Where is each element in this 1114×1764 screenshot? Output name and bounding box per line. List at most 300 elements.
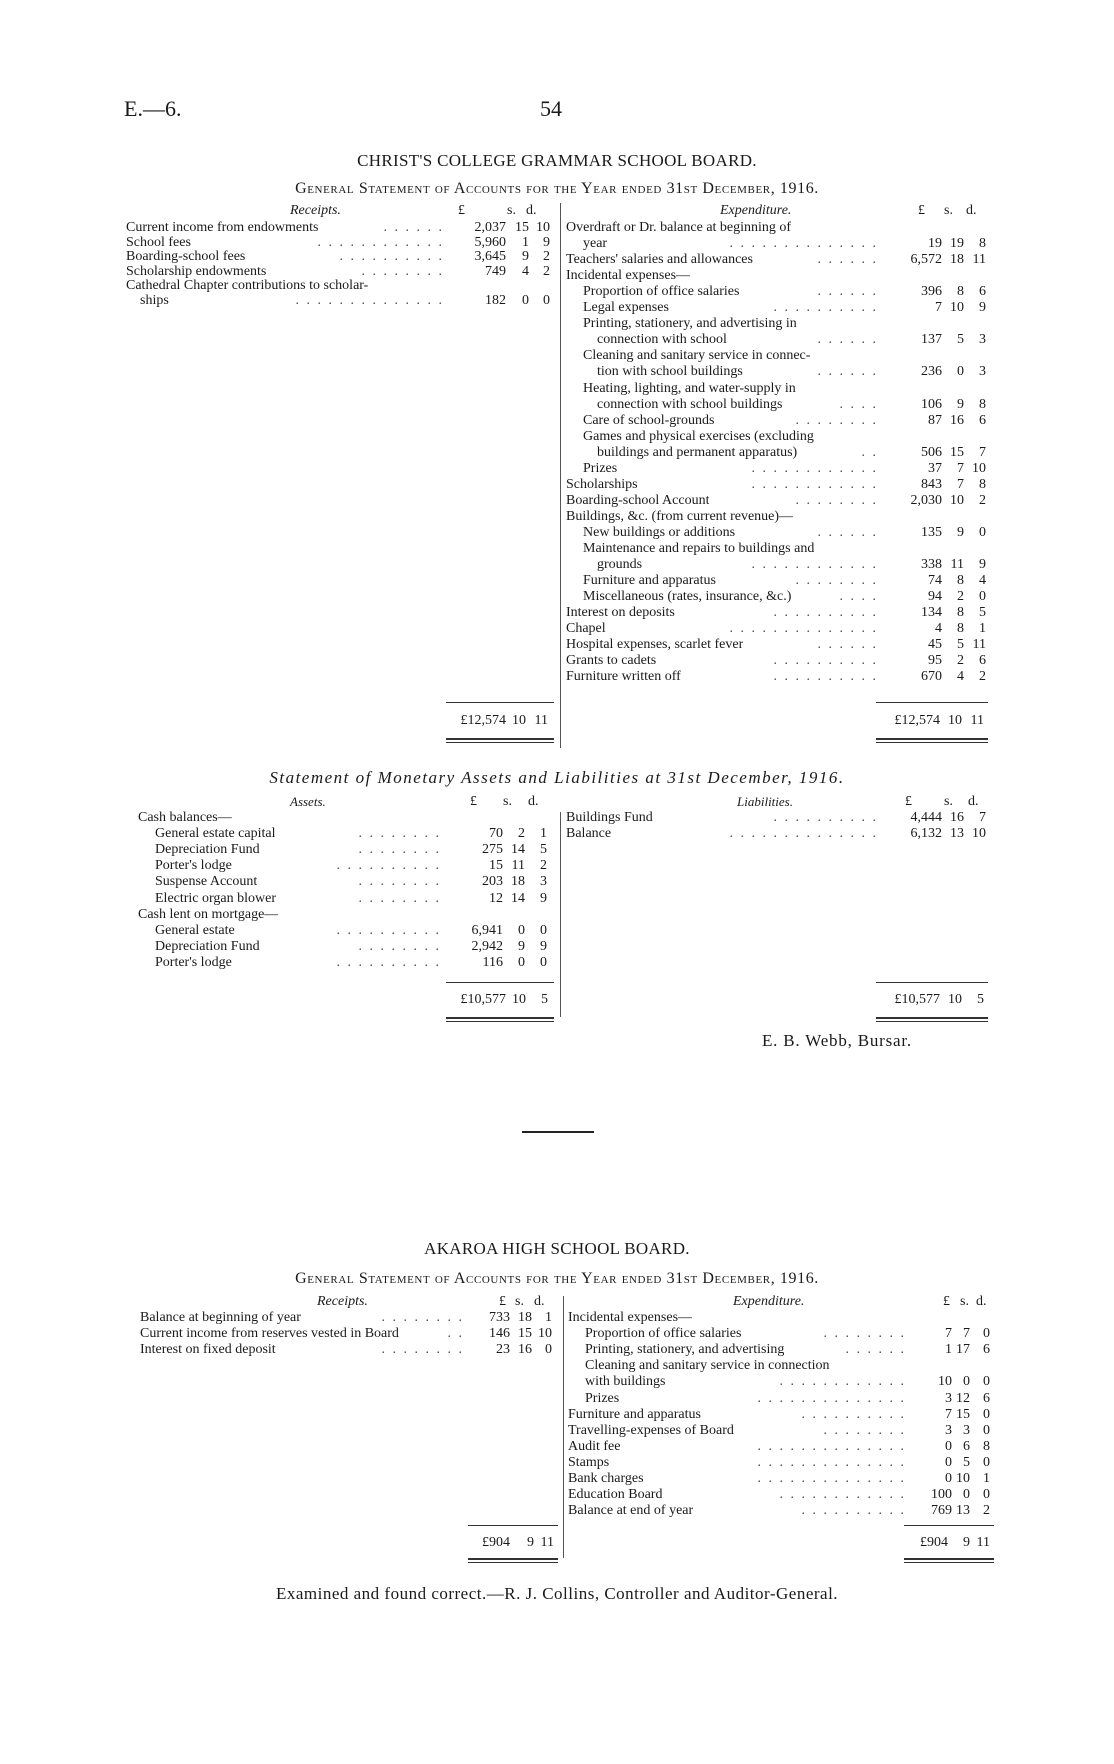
christs-expenditure-pence: 4	[979, 573, 986, 589]
akaroa-expenditure-leader-dots: . . . . . . . . . . . .	[779, 1487, 906, 1503]
christs-expenditure-label: connection with school	[597, 332, 727, 348]
akaroa-expenditure-shillings: 0	[963, 1374, 970, 1390]
asset-label: Suspense Account	[155, 874, 258, 890]
akaroa-expenditure-double-rule	[904, 1558, 994, 1560]
akaroa-expenditure-row	[568, 1471, 992, 1487]
asset-leader-dots: . . . . . . . .	[358, 826, 441, 842]
bursar-signature: E. B. Webb, Bursar.	[762, 1031, 912, 1050]
christs-expenditure-double-rule	[876, 738, 988, 740]
christs-expenditure-pounds: 338	[921, 557, 942, 573]
akaroa-expenditure-pounds: 7	[945, 1326, 952, 1342]
assets-total-pence: 5	[541, 992, 548, 1007]
akaroa-expenditure-pounds: 0	[945, 1438, 952, 1454]
monetary-title: Statement of Monetary Assets and Liabilities at 31st December, 1916.	[269, 768, 845, 787]
christs-receipt-row	[126, 278, 556, 294]
christs-expenditure-label: Prizes	[583, 460, 618, 476]
christs-expenditure-label: Care of school-grounds	[583, 412, 715, 428]
christs-expenditure-shillings: 9	[957, 524, 964, 540]
christs-total-expenditure-pounds: £12,574	[894, 713, 940, 728]
liability-shillings: 13	[950, 826, 964, 841]
akaroa-expenditure-pence: 6	[983, 1342, 990, 1358]
christs-expenditure-pounds: 135	[921, 524, 942, 540]
christs-receipt-pence: 0	[543, 293, 550, 308]
asset-shillings: 2	[518, 826, 525, 842]
christs-expenditure-pounds: 843	[921, 476, 942, 492]
asset-label: General estate capital	[155, 826, 276, 842]
akaroa-expenditure-leader-dots: . . . . . . . .	[823, 1326, 906, 1342]
asset-pence: 9	[540, 890, 547, 906]
akaroa-expenditure-shillings: 17	[956, 1342, 970, 1358]
christs-expenditure-row	[566, 605, 986, 621]
akaroa-column-divider	[563, 1296, 564, 1558]
christs-expenditure-row	[566, 429, 986, 445]
christs-expenditure-shillings: 9	[957, 396, 964, 412]
assets-total-shillings: 10	[512, 992, 526, 1007]
auditor-certification: Examined and found correct.—R. J. Collins, Controller and Auditor-General.	[275, 1584, 839, 1603]
akaroa-expenditure-pounds: 3	[945, 1390, 952, 1406]
assets-unit-pounds: £	[470, 794, 477, 809]
asset-label: Depreciation Fund	[155, 842, 260, 858]
akaroa-receipts-sum-rule	[468, 1525, 558, 1526]
christs-expenditure-pence: 11	[972, 252, 986, 268]
akaroa-expenditure-pence: 0	[983, 1326, 990, 1342]
akaroa-receipt-pence: 0	[545, 1342, 552, 1357]
asset-leader-dots: . . . . . . . .	[358, 938, 441, 954]
akaroa-expenditure-sum-rule	[904, 1525, 994, 1526]
akaroa-receipts-heading: Receipts.	[317, 1294, 368, 1309]
christs-expenditure-row	[566, 509, 986, 525]
christs-expenditure-pounds: 137	[921, 332, 942, 348]
akaroa-expenditure-row	[568, 1326, 992, 1342]
christs-expenditure-pence: 1	[979, 621, 986, 637]
christs-expenditure-label: New buildings or additions	[583, 524, 736, 540]
asset-pounds: 6,941	[471, 922, 503, 938]
christs-expenditure-label: Hospital expenses, scarlet fever	[566, 637, 744, 653]
christs-expenditure-pounds: 7	[935, 300, 942, 316]
christs-expenditure-pence: 6	[979, 284, 986, 300]
akaroa-expenditure-pence: 0	[983, 1422, 990, 1438]
akaroa-total-receipts-pence: 11	[540, 1535, 554, 1550]
christs-expenditure-row	[566, 493, 986, 509]
christs-expenditure-pence: 8	[979, 396, 986, 412]
christs-expenditure-row	[566, 284, 986, 300]
christs-expenditure-leader-dots: . . . . . .	[817, 332, 878, 348]
christs-column-divider	[560, 203, 561, 748]
christs-expenditure-pounds: 4	[935, 621, 942, 637]
christs-expenditure-label: Grants to cadets	[566, 653, 657, 669]
akaroa-receipt-row	[140, 1310, 560, 1326]
akaroa-expenditure-label: Education Board	[568, 1487, 663, 1503]
asset-row	[138, 891, 558, 907]
christs-expenditure-leader-dots: . . . . . . . . . .	[773, 300, 878, 316]
christs-expenditure-pence: 9	[979, 557, 986, 573]
akaroa-expenditure-pounds: 1	[945, 1342, 952, 1358]
christs-expenditure-row	[566, 445, 986, 461]
assets-total-pounds: £10,577	[460, 992, 506, 1007]
christs-expenditure-label: Interest on deposits	[566, 605, 675, 621]
asset-row	[138, 923, 558, 939]
christs-expenditure-row	[566, 364, 986, 380]
christs-expenditure-label: Games and physical exercises (excluding	[583, 428, 814, 444]
asset-row	[138, 842, 558, 858]
christs-expenditure-leader-dots: . . . . . .	[817, 284, 878, 300]
liability-label: Balance	[566, 826, 612, 841]
asset-pence: 3	[540, 874, 547, 890]
christs-expenditure-label: Heating, lighting, and water-supply in	[583, 380, 796, 396]
asset-label: Porter's lodge	[155, 858, 232, 874]
christs-expenditure-pounds: 396	[921, 284, 942, 300]
akaroa-expenditure-label: with buildings	[585, 1374, 666, 1390]
akaroa-expenditure-row	[568, 1374, 992, 1390]
christs-expenditure-pounds: 94	[928, 589, 942, 605]
liabilities-total-pounds: £10,577	[894, 992, 940, 1007]
akaroa-expenditure-unit-shillings: s.	[960, 1294, 969, 1309]
akaroa-expenditure-leader-dots: . . . . . . . .	[823, 1422, 906, 1438]
christs-expenditure-shillings: 8	[957, 573, 964, 589]
akaroa-total-receipts-shillings: 9	[527, 1535, 534, 1550]
asset-label: Porter's lodge	[155, 954, 232, 970]
christs-expenditure-pounds: 95	[928, 653, 942, 669]
christs-receipt-pounds: 749	[485, 263, 506, 279]
christs-expenditure-unit-shillings: s.	[944, 203, 953, 218]
liability-shillings: 16	[950, 810, 964, 825]
christs-expenditure-shillings: 5	[957, 637, 964, 653]
akaroa-expenditure-shillings: 0	[963, 1487, 970, 1503]
liability-pence: 7	[979, 810, 986, 825]
asset-leader-dots: . . . . . . . . . .	[336, 858, 441, 874]
christs-expenditure-unit-pounds: £	[918, 203, 925, 218]
christs-expenditure-label: Chapel	[566, 621, 606, 637]
christs-expenditure-row	[566, 589, 986, 605]
christs-expenditure-label: Furniture and apparatus	[583, 573, 716, 589]
christs-receipt-row	[126, 235, 556, 251]
liability-pence: 10	[972, 826, 986, 841]
christs-receipt-leader-dots: . . . . . . . .	[361, 263, 444, 279]
christs-receipt-leader-dots: . . . . . . . . . .	[339, 249, 444, 265]
christs-expenditure-leader-dots: . . . . . . . . . .	[773, 605, 878, 621]
christs-expenditure-leader-dots: . . . . . . . . . .	[773, 653, 878, 669]
assets-double-rule	[446, 1017, 554, 1019]
christs-receipts-double-rule-lower	[446, 742, 554, 743]
christs-expenditure-shillings: 11	[950, 557, 964, 573]
akaroa-receipt-label: Current income from reserves vested in Board	[140, 1326, 399, 1341]
christs-expenditure-pounds: 37	[928, 460, 942, 476]
akaroa-receipt-label: Interest on fixed deposit	[140, 1342, 276, 1357]
christs-expenditure-leader-dots: . . . . . . . .	[795, 492, 878, 508]
christs-expenditure-pounds: 74	[928, 573, 942, 589]
liabilities-unit-pence: d.	[968, 794, 979, 809]
asset-shillings: 0	[518, 922, 525, 938]
christs-expenditure-label: Scholarships	[566, 476, 638, 492]
christs-expenditure-pounds: 134	[921, 605, 942, 621]
asset-pence: 0	[540, 922, 547, 938]
christs-expenditure-label: Maintenance and repairs to buildings and	[583, 541, 815, 556]
christs-expenditure-pounds: 6,572	[910, 252, 942, 268]
christs-receipt-row	[126, 264, 556, 280]
akaroa-expenditure-shillings: 6	[963, 1438, 970, 1454]
christs-expenditure-shillings: 8	[957, 605, 964, 621]
christs-expenditure-label: tion with school buildings	[597, 364, 743, 380]
christs-receipt-shillings: 9	[522, 249, 529, 265]
akaroa-expenditure-shillings: 12	[956, 1390, 970, 1406]
christs-receipt-pence: 2	[543, 249, 550, 265]
liability-pounds: 6,132	[910, 826, 942, 841]
christs-expenditure-row	[566, 381, 986, 397]
asset-pence: 1	[540, 826, 547, 842]
christs-total-receipts-shillings: 10	[512, 713, 526, 728]
asset-pence: 2	[540, 858, 547, 874]
akaroa-expenditure-shillings: 10	[956, 1471, 970, 1486]
akaroa-receipt-shillings: 15	[518, 1326, 532, 1341]
akaroa-expenditure-shillings: 3	[963, 1422, 970, 1438]
christs-title: CHRIST'S COLLEGE GRAMMAR SCHOOL BOARD.	[357, 151, 757, 170]
christs-expenditure-shillings: 7	[957, 460, 964, 476]
christs-expenditure-row	[566, 268, 986, 284]
assets-unit-shillings: s.	[503, 794, 512, 809]
akaroa-expenditure-pounds: 769	[931, 1503, 952, 1519]
christs-receipt-pounds: 3,645	[474, 249, 506, 265]
christs-receipt-row	[126, 249, 556, 265]
christs-total-receipts-pence: 11	[534, 713, 548, 728]
akaroa-receipt-shillings: 16	[518, 1342, 532, 1357]
christs-expenditure-row	[566, 621, 986, 637]
christs-expenditure-label: Furniture written off	[566, 669, 681, 685]
akaroa-expenditure-leader-dots: . . . . . . . . . . . . . .	[757, 1438, 906, 1454]
christs-expenditure-row	[566, 397, 986, 413]
asset-shillings: 14	[511, 842, 525, 858]
akaroa-expenditure-unit-pence: d.	[976, 1294, 987, 1309]
christs-receipt-row	[126, 220, 556, 236]
christs-expenditure-label: Miscellaneous (rates, insurance, &c.)	[583, 589, 792, 605]
christs-expenditure-pence: 2	[979, 492, 986, 508]
christs-receipt-label: Boarding-school fees	[126, 249, 246, 265]
christs-expenditure-label: Proportion of office salaries	[583, 284, 740, 300]
liabilities-double-rule	[876, 1017, 988, 1019]
christs-expenditure-shillings: 19	[950, 236, 964, 252]
christs-receipts-double-rule	[446, 738, 554, 740]
christs-expenditure-shillings: 2	[957, 653, 964, 669]
akaroa-expenditure-leader-dots: . . . . . . . . . .	[801, 1503, 906, 1519]
christs-receipt-pence: 10	[536, 220, 550, 235]
christs-receipt-shillings: 1	[522, 234, 529, 250]
christs-expenditure-label: Boarding-school Account	[566, 492, 710, 508]
akaroa-receipt-row	[140, 1326, 560, 1342]
christs-expenditure-shillings: 10	[950, 492, 964, 508]
christs-receipt-label: School fees	[126, 234, 191, 250]
christs-expenditure-sum-rule	[876, 702, 988, 703]
christs-expenditure-row	[566, 653, 986, 669]
christs-receipt-label: Cathedral Chapter contributions to scholar-	[126, 278, 369, 294]
assets-double-rule-lower	[446, 1021, 554, 1022]
liabilities-total-shillings: 10	[948, 992, 962, 1007]
christs-receipts-unit-pence: d.	[526, 203, 537, 218]
christs-expenditure-pounds: 506	[921, 444, 942, 460]
akaroa-receipt-shillings: 18	[518, 1310, 532, 1325]
christs-receipt-shillings: 4	[522, 263, 529, 279]
christs-expenditure-pounds: 2,030	[910, 492, 942, 508]
akaroa-expenditure-row	[568, 1503, 992, 1519]
asset-shillings: 11	[511, 858, 525, 874]
akaroa-expenditure-pounds: 7	[945, 1406, 952, 1422]
asset-leader-dots: . . . . . . . . . .	[336, 922, 441, 938]
christs-receipt-leader-dots: . . . . . . . . . . . .	[317, 234, 444, 250]
akaroa-expenditure-row	[568, 1487, 992, 1503]
christs-expenditure-pence: 10	[972, 460, 986, 476]
asset-pounds: 203	[482, 874, 503, 890]
akaroa-expenditure-pence: 0	[983, 1487, 990, 1503]
akaroa-receipt-pence: 1	[545, 1310, 552, 1325]
christs-receipts-heading: Receipts.	[290, 203, 341, 218]
christs-expenditure-leader-dots: . . . . . .	[817, 524, 878, 540]
akaroa-expenditure-label: Incidental expenses—	[568, 1310, 693, 1325]
akaroa-expenditure-label: Furniture and apparatus	[568, 1406, 701, 1422]
akaroa-receipts-double-rule	[468, 1558, 558, 1560]
liabilities-double-rule-lower	[876, 1021, 988, 1022]
christs-receipt-pounds: 2,037	[474, 220, 506, 235]
akaroa-expenditure-label: Cleaning and sanitary service in connection	[585, 1358, 830, 1374]
christs-expenditure-pence: 11	[972, 637, 986, 653]
liability-leader-dots: . . . . . . . . . .	[773, 810, 878, 825]
christs-receipt-leader-dots: . . . . . . . . . . . . . .	[295, 293, 444, 308]
christs-expenditure-row	[566, 541, 986, 557]
christs-expenditure-shillings: 18	[950, 252, 964, 268]
akaroa-total-receipts-pounds: £904	[482, 1535, 510, 1550]
christs-receipts-sum-rule	[446, 702, 554, 703]
liability-label: Buildings Fund	[566, 810, 653, 825]
asset-pounds: 12	[489, 890, 503, 906]
christs-expenditure-leader-dots: . . . . . . . . . .	[773, 669, 878, 685]
akaroa-expenditure-row	[568, 1407, 992, 1423]
akaroa-expenditure-leader-dots: . . . . . . . . . . . .	[779, 1374, 906, 1390]
akaroa-expenditure-leader-dots: . . . . . . . . . . . . . .	[757, 1471, 906, 1486]
christs-expenditure-label: Incidental expenses—	[566, 268, 691, 284]
akaroa-expenditure-pence: 1	[983, 1471, 990, 1486]
akaroa-expenditure-row	[568, 1439, 992, 1455]
christs-expenditure-pence: 7	[979, 444, 986, 460]
akaroa-expenditure-row	[568, 1423, 992, 1439]
christs-expenditure-leader-dots: . . . . . . . .	[795, 573, 878, 589]
christs-expenditure-shillings: 7	[957, 476, 964, 492]
christs-expenditure-leader-dots: . . . . . . . . . . . .	[751, 460, 878, 476]
christs-expenditure-row	[566, 236, 986, 252]
christs-expenditure-row	[566, 300, 986, 316]
assets-sum-rule	[446, 982, 554, 983]
christs-expenditure-label: year	[583, 236, 608, 252]
christs-receipt-label: Scholarship endowments	[126, 263, 267, 279]
christs-expenditure-heading: Expenditure.	[720, 203, 792, 218]
akaroa-expenditure-unit-pounds: £	[943, 1294, 950, 1309]
akaroa-expenditure-row	[568, 1310, 992, 1326]
asset-shillings: 9	[518, 938, 525, 954]
akaroa-receipt-row	[140, 1342, 560, 1358]
christs-receipt-label: Current income from endowments	[126, 220, 319, 235]
christs-expenditure-pence: 8	[979, 476, 986, 492]
christs-expenditure-row	[566, 669, 986, 685]
christs-expenditure-pounds: 19	[928, 236, 942, 252]
akaroa-receipt-pence: 10	[538, 1326, 552, 1341]
christs-expenditure-shillings: 15	[950, 444, 964, 460]
liabilities-total-pence: 5	[977, 992, 984, 1007]
christs-receipts-unit-shillings: s.	[507, 203, 516, 218]
christs-expenditure-pence: 0	[979, 524, 986, 540]
christs-expenditure-shillings: 2	[957, 589, 964, 605]
asset-row	[138, 939, 558, 955]
asset-label: Cash balances—	[138, 810, 232, 825]
christs-receipt-pence: 9	[543, 234, 550, 250]
akaroa-expenditure-pounds: 100	[931, 1487, 952, 1503]
akaroa-expenditure-heading: Expenditure.	[733, 1294, 805, 1309]
christs-expenditure-row	[566, 220, 986, 236]
akaroa-expenditure-leader-dots: . . . . . . . . . . . . . .	[757, 1454, 906, 1470]
christs-receipt-shillings: 0	[522, 293, 529, 308]
asset-row	[138, 874, 558, 890]
akaroa-expenditure-label: Audit fee	[568, 1438, 621, 1454]
christs-expenditure-pence: 6	[979, 412, 986, 428]
akaroa-expenditure-pence: 0	[983, 1374, 990, 1390]
asset-pence: 9	[540, 938, 547, 954]
page-reference: E.—6.	[124, 96, 182, 121]
akaroa-receipt-leader-dots: . . . . . . . .	[381, 1310, 464, 1325]
asset-leader-dots: . . . . . . . .	[358, 874, 441, 890]
akaroa-expenditure-pounds: 10	[938, 1374, 952, 1390]
section-separator	[522, 1131, 594, 1133]
christs-receipt-pence: 2	[543, 263, 550, 279]
christs-expenditure-shillings: 5	[957, 332, 964, 348]
christs-expenditure-row	[566, 557, 986, 573]
christs-expenditure-row	[566, 348, 986, 364]
asset-pence: 0	[540, 954, 547, 970]
christs-subtitle: General Statement of Accounts for the Year ended 31st December, 1916.	[295, 180, 819, 197]
christs-expenditure-row	[566, 525, 986, 541]
christs-expenditure-leader-dots: . . . .	[839, 589, 878, 605]
asset-row	[138, 826, 558, 842]
akaroa-expenditure-label: Stamps	[568, 1454, 610, 1470]
asset-leader-dots: . . . . . . . . . .	[336, 954, 441, 970]
akaroa-receipts-unit-pence: d.	[534, 1294, 545, 1309]
christs-expenditure-pence: 2	[979, 669, 986, 685]
akaroa-expenditure-pence: 2	[983, 1503, 990, 1519]
akaroa-receipts-unit-pounds: £	[499, 1294, 506, 1309]
christs-expenditure-pence: 8	[979, 236, 986, 252]
christs-expenditure-pence: 3	[979, 332, 986, 348]
asset-pounds: 116	[482, 954, 503, 970]
christs-expenditure-leader-dots: . . . . . . . . . . . . . .	[729, 621, 878, 637]
christs-expenditure-pence: 6	[979, 653, 986, 669]
christs-total-receipts-pounds: £12,574	[460, 713, 506, 728]
christs-expenditure-pounds: 87	[928, 412, 942, 428]
christs-expenditure-row	[566, 637, 986, 653]
christs-expenditure-pounds: 236	[921, 364, 942, 380]
akaroa-expenditure-pence: 8	[983, 1438, 990, 1454]
liabilities-unit-pounds: £	[905, 794, 912, 809]
christs-expenditure-row	[566, 332, 986, 348]
liabilities-sum-rule	[876, 982, 988, 983]
akaroa-receipt-pounds: 733	[489, 1310, 510, 1325]
christs-expenditure-leader-dots: . . . . . . . . . . . .	[751, 557, 878, 573]
akaroa-receipts-double-rule-lower	[468, 1562, 558, 1563]
christs-expenditure-leader-dots: . . . . . . . . . . . .	[751, 476, 878, 492]
christs-total-expenditure-shillings: 10	[948, 713, 962, 728]
christs-expenditure-shillings: 16	[950, 412, 964, 428]
asset-pence: 5	[540, 842, 547, 858]
christs-expenditure-unit-pence: d.	[966, 203, 977, 218]
akaroa-expenditure-pence: 0	[983, 1454, 990, 1470]
asset-row	[138, 810, 558, 826]
akaroa-expenditure-label: Balance at end of year	[568, 1503, 694, 1519]
christs-expenditure-pence: 9	[979, 300, 986, 316]
liability-row	[566, 810, 986, 826]
christs-expenditure-shillings: 0	[957, 364, 964, 380]
